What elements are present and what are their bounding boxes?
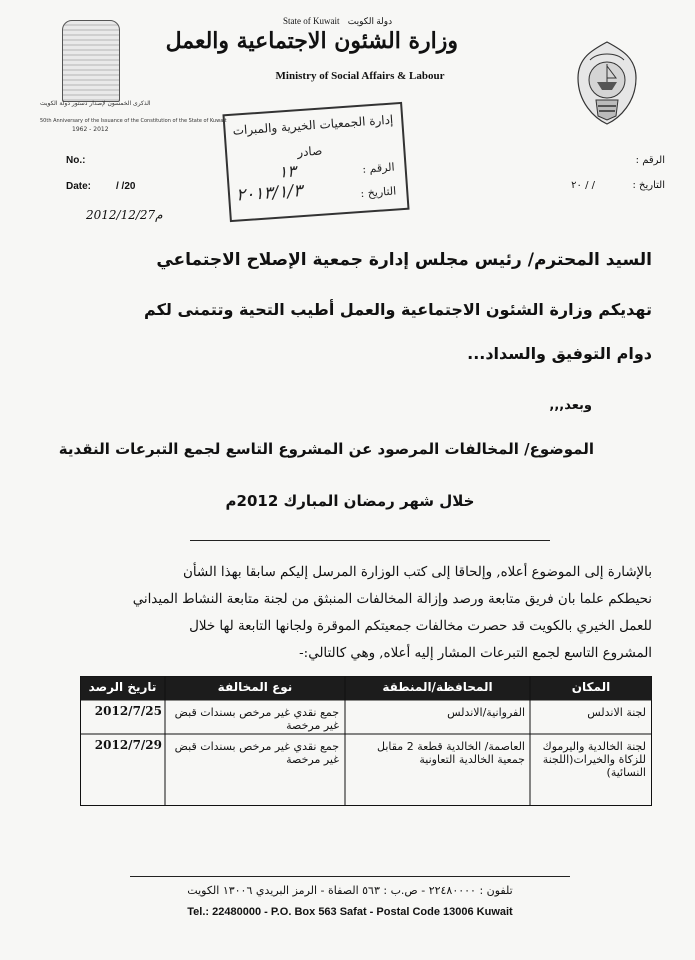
row2-region: العاصمة/ الخالدية قطعة 2 مقابل جمعية الخالدية التعاونية — [377, 740, 525, 766]
body-line: نحيطكم علما بان فريق متابعة ورصد وإزالة المخالفات المنبثق من لجنة متابعة النشاط الميداني — [132, 592, 652, 607]
anniversary-years: 1962 - 2012 — [72, 126, 109, 133]
ministry-name-en: Ministry of Social Affairs & Labour — [275, 70, 445, 82]
no-label-ar: الرقم : — [635, 155, 665, 166]
state-en: State of Kuwait — [283, 16, 340, 26]
row1-violation: جمع نقدي غير مرخص بسندات قبض غير مرخصة — [174, 706, 339, 732]
divider — [190, 540, 550, 541]
state-ar: دولة الكويت — [347, 16, 393, 26]
stamp-department: إدارة الجمعيات الخيرية والمبرات — [232, 112, 394, 138]
header-region: المحافظة/المنطقة — [382, 680, 493, 694]
kuwait-coat-of-arms-icon — [572, 40, 642, 126]
row1-region: الفروانية/الاندلس — [447, 706, 525, 719]
date-label-en: Date: — [66, 181, 92, 192]
stamp-date-label: التاريخ : — [360, 184, 397, 200]
subject-line-1: الموضوع/ المخالفات المرصود عن المشروع التاسع لجمع التبرعات النقدية — [58, 440, 594, 458]
anniversary-caption-en: 50th Anniversary of the Issuance of the Constitution of the State of Kuwait — [40, 118, 227, 124]
body-line: المشروع التاسع لجمع التبرعات المشار إليه أعلاه, وهي كالتالي:- — [299, 646, 652, 661]
subject-line-2: خلال شهر رمضان المبارك 2012م — [225, 492, 475, 510]
row2-violation: جمع نقدي غير مرخص بسندات قبض غير مرخصة — [174, 740, 339, 766]
date-template-en: / /20 — [116, 181, 136, 192]
date-template-ar: / / ٢٠ — [571, 180, 595, 191]
body-line: للعمل الخيري بالكويت قد حصرت مخالفات جمعيتكم الموقرة ولجانها التابعة لها خلال — [189, 619, 652, 634]
row1-date: 2012/7/25 — [94, 704, 162, 718]
no-label-en: No.: — [66, 155, 86, 166]
footer-divider — [130, 876, 570, 877]
anniversary-emblem — [40, 20, 227, 133]
row2-place: لجنة الخالدية واليرموك للزكاة والخيرات(اللجنة النسائية) — [542, 740, 646, 779]
header-date: تاريخ الرصد — [88, 680, 157, 694]
ministry-name-ar: وزارة الشئون الاجتماعية والعمل — [165, 28, 458, 54]
after-greeting: وبعد,,, — [549, 398, 592, 413]
handwritten-date: 2012/12/27م — [86, 208, 163, 222]
stamp-type: صادر — [296, 143, 323, 160]
stamp-date-value: ٢٠١٣/١/٣ — [235, 181, 303, 206]
row1-place: لجنة الاندلس — [587, 706, 646, 719]
stamp-number-value: ١٣ — [277, 161, 297, 182]
outgoing-stamp — [222, 102, 409, 222]
header-violation: نوع المخالفة — [217, 680, 293, 694]
violations-table — [80, 676, 652, 806]
row2-date: 2012/7/29 — [94, 738, 162, 752]
date-label-ar: التاريخ : — [632, 180, 665, 191]
kuwait-tower-icon — [62, 20, 120, 102]
header-place: المكان — [571, 680, 611, 694]
greeting-line-2: دوام التوفيق والسداد... — [467, 344, 652, 363]
body-line: بالإشارة إلى الموضوع أعلاه, وإلحاقا إلى كتب الوزارة المرسل إليكم سابقا بهذا الشأن — [183, 565, 652, 580]
footer-contact-en: Tel.: 22480000 - P.O. Box 563 Safat - Postal Code 13006 Kuwait — [187, 906, 513, 918]
anniversary-caption-ar: الذكرى الخمسون لإصدار دستور دولة الكويت — [40, 100, 151, 107]
state-line — [283, 16, 392, 27]
salutation: السيد المحترم/ رئيس مجلس إدارة جمعية الإصلاح الاجتماعي — [156, 250, 652, 270]
footer-contact-ar: تلفون : ٢٢٤٨٠٠٠٠ - ص.ب : ٥٦٣ الصفاة - الرمز البريدي ١٣٠٠٦ الكويت — [187, 884, 513, 897]
stamp-number-label: الرقم : — [361, 160, 395, 176]
greeting-line-1: تهديكم وزارة الشئون الاجتماعية والعمل أطيب التحية وتتمنى لكم — [144, 300, 652, 319]
